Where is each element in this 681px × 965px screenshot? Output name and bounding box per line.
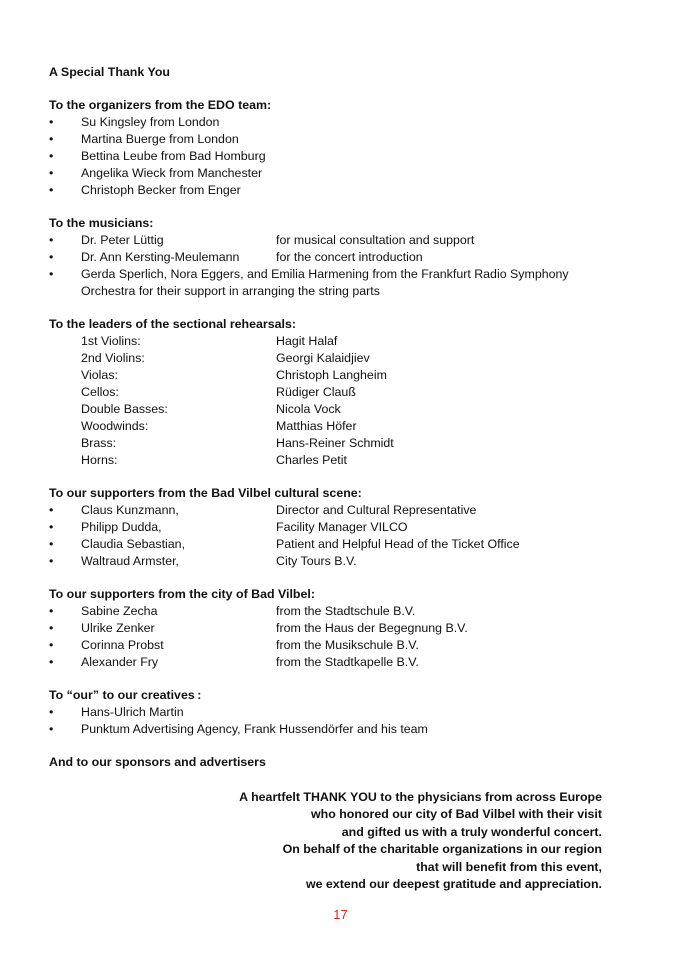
supporter-role: Facility Manager VILCO bbox=[276, 519, 408, 534]
leader-section: Brass: bbox=[81, 435, 117, 450]
leader-section: Horns: bbox=[81, 452, 118, 467]
closing-line: who honored our city of Bad Vilbel with their visit bbox=[311, 807, 602, 822]
bullet: • bbox=[49, 705, 54, 719]
document-page bbox=[49, 64, 639, 771]
organizer-name: Bettina Leube from Bad Homburg bbox=[81, 149, 266, 164]
leader-section: 1st Violins: bbox=[81, 334, 141, 349]
bullet: • bbox=[49, 553, 54, 568]
closing-line: A heartfelt THANK YOU to the physicians from across Europe bbox=[239, 790, 602, 804]
list-item-continuation bbox=[49, 283, 639, 300]
creatives-heading: To “our” to our creatives : bbox=[49, 688, 202, 703]
supporter-role: City Tours B.V. bbox=[276, 553, 357, 568]
organizer-name: Christoph Becker from Enger bbox=[81, 182, 241, 197]
list-item bbox=[49, 519, 639, 536]
cultural-section bbox=[49, 485, 639, 570]
leader-name: Charles Petit bbox=[276, 452, 347, 467]
city-supporter-role: from the Stadtschule B.V. bbox=[276, 603, 416, 618]
bullet: • bbox=[49, 654, 54, 669]
musicians-section bbox=[49, 215, 639, 300]
bullet: • bbox=[49, 132, 54, 147]
city-supporter-role: from the Musikschule B.V. bbox=[276, 637, 419, 652]
organizer-name: Angelika Wieck from Manchester bbox=[81, 166, 263, 181]
leaders-heading: To the leaders of the sectional rehearsals: bbox=[49, 317, 296, 332]
list-item bbox=[49, 637, 639, 654]
leader-name: Christoph Langheim bbox=[276, 368, 387, 383]
leader-section: Double Basses: bbox=[81, 401, 168, 416]
bullet: • bbox=[49, 721, 54, 736]
supporter-name: Philipp Dudda, bbox=[81, 519, 162, 534]
leader-name: Hagit Halaf bbox=[276, 334, 338, 349]
table-row bbox=[49, 435, 639, 452]
page-title: A Special Thank You bbox=[49, 65, 170, 79]
city-supporter-name: Corinna Probst bbox=[81, 637, 164, 652]
bullet: • bbox=[49, 166, 54, 181]
bullet: • bbox=[49, 267, 54, 282]
organizer-name: Su Kingsley from London bbox=[81, 115, 220, 130]
cultural-heading: To our supporters from the Bad Vilbel cultural scene: bbox=[49, 486, 362, 501]
closing-line: we extend our deepest gratitude and appreciation. bbox=[305, 877, 602, 892]
closing-line: that will benefit from this event, bbox=[416, 859, 602, 874]
organizer-name: Martina Buerge from London bbox=[81, 132, 239, 147]
city-supporter-name: Sabine Zecha bbox=[81, 603, 158, 618]
list-item bbox=[49, 114, 639, 131]
list-item bbox=[49, 536, 639, 553]
city-heading: To our supporters from the city of Bad Vilbel: bbox=[49, 587, 315, 602]
list-item bbox=[49, 721, 639, 738]
leader-name: Nicola Vock bbox=[276, 401, 341, 416]
list-item bbox=[49, 704, 639, 721]
bullet: • bbox=[49, 603, 54, 618]
list-item bbox=[49, 249, 639, 266]
list-item bbox=[49, 620, 639, 637]
table-row bbox=[49, 452, 639, 469]
city-supporter-name: Alexander Fry bbox=[81, 654, 159, 669]
city-supporter-name: Ulrike Zenker bbox=[81, 620, 155, 635]
musician-long-text-line2: Orchestra for their support in arranging the string parts bbox=[81, 283, 380, 298]
list-item bbox=[49, 603, 639, 620]
closing-line: and gifted us with a truly wonderful concert. bbox=[341, 824, 602, 839]
leader-name: Hans-Reiner Schmidt bbox=[276, 435, 394, 450]
bullet: • bbox=[49, 519, 54, 534]
supporter-name: Claudia Sebastian, bbox=[81, 536, 186, 551]
leaders-section bbox=[49, 316, 639, 468]
bullet: • bbox=[49, 502, 54, 517]
leader-section: Violas: bbox=[81, 368, 118, 383]
leader-section: Woodwinds: bbox=[81, 418, 149, 433]
leader-name: Georgi Kalaidjiev bbox=[276, 351, 370, 366]
table-row bbox=[49, 350, 639, 367]
supporter-name: Waltraud Armster, bbox=[81, 553, 180, 568]
musician-long-text-line1: Gerda Sperlich, Nora Eggers, and Emilia Harmening from the Frankfurt Radio Symphony bbox=[81, 267, 569, 282]
city-supporter-role: from the Stadtkapelle B.V. bbox=[276, 654, 419, 669]
leader-section: Cellos: bbox=[81, 385, 119, 399]
list-item bbox=[49, 131, 639, 148]
supporter-role: Director and Cultural Representative bbox=[276, 502, 477, 517]
city-supporter-role: from the Haus der Begegnung B.V. bbox=[276, 620, 468, 635]
list-item bbox=[49, 148, 639, 165]
bullet: • bbox=[49, 250, 54, 265]
list-item bbox=[49, 232, 639, 249]
table-row bbox=[49, 333, 639, 350]
musician-name: Dr. Ann Kersting-Meulemann bbox=[81, 250, 240, 265]
sponsors-line: And to our sponsors and advertisers bbox=[49, 755, 266, 770]
organizers-heading: To the organizers from the EDO team: bbox=[49, 98, 272, 113]
list-item bbox=[49, 502, 639, 519]
page-number: 17 bbox=[333, 907, 348, 922]
list-item bbox=[49, 182, 639, 199]
table-row bbox=[49, 401, 639, 418]
city-section bbox=[49, 586, 639, 671]
organizers-section bbox=[49, 97, 639, 198]
bullet: • bbox=[49, 233, 54, 248]
leader-name: Matthias Höfer bbox=[276, 418, 357, 433]
bullet: • bbox=[49, 182, 54, 197]
creatives-section bbox=[49, 687, 639, 738]
table-row bbox=[49, 418, 639, 435]
bullet: • bbox=[49, 149, 54, 164]
leader-section: 2nd Violins: bbox=[81, 351, 145, 366]
list-item bbox=[49, 553, 639, 570]
musicians-heading: To the musicians: bbox=[49, 216, 154, 231]
list-item bbox=[49, 165, 639, 182]
list-item bbox=[49, 266, 639, 283]
closing-line: On behalf of the charitable organizations in our region bbox=[282, 842, 602, 857]
bullet: • bbox=[49, 115, 54, 130]
creative-name: Hans-Ulrich Martin bbox=[81, 705, 184, 719]
bullet: • bbox=[49, 637, 54, 652]
musician-role: for the concert introduction bbox=[276, 250, 423, 265]
supporter-role: Patient and Helpful Head of the Ticket Office bbox=[276, 536, 520, 551]
musician-role: for musical consultation and support bbox=[276, 233, 475, 248]
table-row bbox=[49, 367, 639, 384]
creative-name: Punktum Advertising Agency, Frank Hussendörfer and his team bbox=[81, 721, 428, 736]
bullet: • bbox=[49, 620, 54, 635]
leader-name: Rüdiger Clauß bbox=[276, 385, 356, 399]
musician-name: Dr. Peter Lüttig bbox=[81, 233, 164, 248]
list-item bbox=[49, 654, 639, 671]
bullet: • bbox=[49, 536, 54, 551]
table-row bbox=[49, 384, 639, 401]
supporter-name: Claus Kunzmann, bbox=[81, 502, 179, 517]
closing-message bbox=[239, 789, 602, 893]
